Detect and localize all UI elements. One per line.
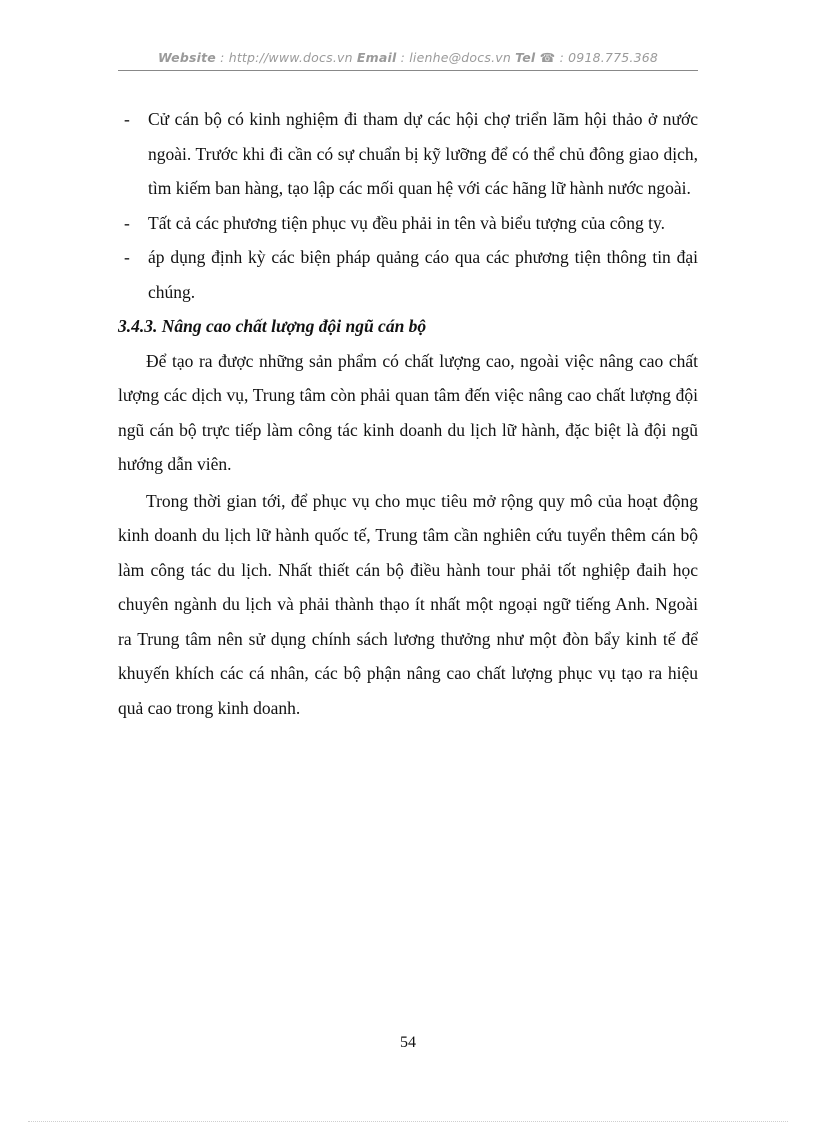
page-body — [118, 102, 698, 725]
footer-divider — [28, 1121, 788, 1122]
bullet-text: Cử cán bộ có kinh nghiệm đi tham dự các hội chợ triển lãm hội thảo ở nước ngoài. Trước khi đi cần có sự chuẩn bị kỹ lưỡng để có thể chủ đông giao dịch, tìm kiếm ban hàng, tạo lập các mối quan hệ với các hãng lữ hành nước ngoài. — [148, 109, 698, 198]
page-number: 54 — [400, 1034, 416, 1051]
bullet-item — [118, 206, 698, 241]
page-header — [118, 50, 698, 65]
bullet-dash: - — [124, 247, 130, 267]
bullet-text: áp dụng định kỳ các biện pháp quảng cáo qua các phương tiện thông tin đại chúng. — [148, 247, 698, 302]
paragraph: Trong thời gian tới, để phục vụ cho mục tiêu mở rộng quy mô của hoạt động kinh doanh du lịch lữ hành quốc tế, Trung tâm cần nghiên cứu tuyển thêm cán bộ làm công tác du lịch. Nhất thiết cán bộ điều hành tour phải tốt nghiệp đaih học chuyên ngành du lịch và phải thành thạo ít nhất một ngoại ngữ tiếng Anh. Ngoài ra Trung tâm nên sử dụng chính sách lương thưởng như một đòn bẩy kinh tế để khuyến khích các cá nhân, các bộ phận nâng cao chất lượng phục vụ tạo ra hiệu quả cao trong kinh doanh. — [118, 490, 698, 718]
bullet-item — [118, 102, 698, 206]
website-value: : http://www.docs.vn — [215, 50, 357, 65]
bullet-dash: - — [124, 212, 130, 233]
bullet-text: Tất cả các phương tiện phục vụ đều phải in tên và biểu tượng của công ty. — [148, 212, 665, 233]
bullet-dash: - — [124, 109, 130, 129]
bullet-item — [118, 240, 698, 309]
email-label: Email — [356, 50, 397, 65]
section-heading: 3.4.3. Nâng cao chất lượng đội ngũ cán bộ — [118, 316, 427, 336]
phone-icon: ☎ — [539, 50, 556, 65]
website-label: Website — [157, 50, 216, 65]
paragraph: Để tạo ra được những sản phẩm có chất lượng cao, ngoài việc nâng cao chất lượng các dịch vụ, Trung tâm còn phải quan tâm đến việc nâng cao chất lượng đội ngũ cán bộ trực tiếp làm công tác kinh doanh du lịch lữ hành, đặc biệt là đội ngũ hướng dẫn viên. — [118, 350, 698, 474]
header-divider — [118, 70, 698, 71]
tel-label: Tel — [515, 50, 536, 65]
email-value: : lienhe@docs.vn — [396, 50, 516, 65]
tel-value: : 0918.775.368 — [555, 50, 659, 65]
